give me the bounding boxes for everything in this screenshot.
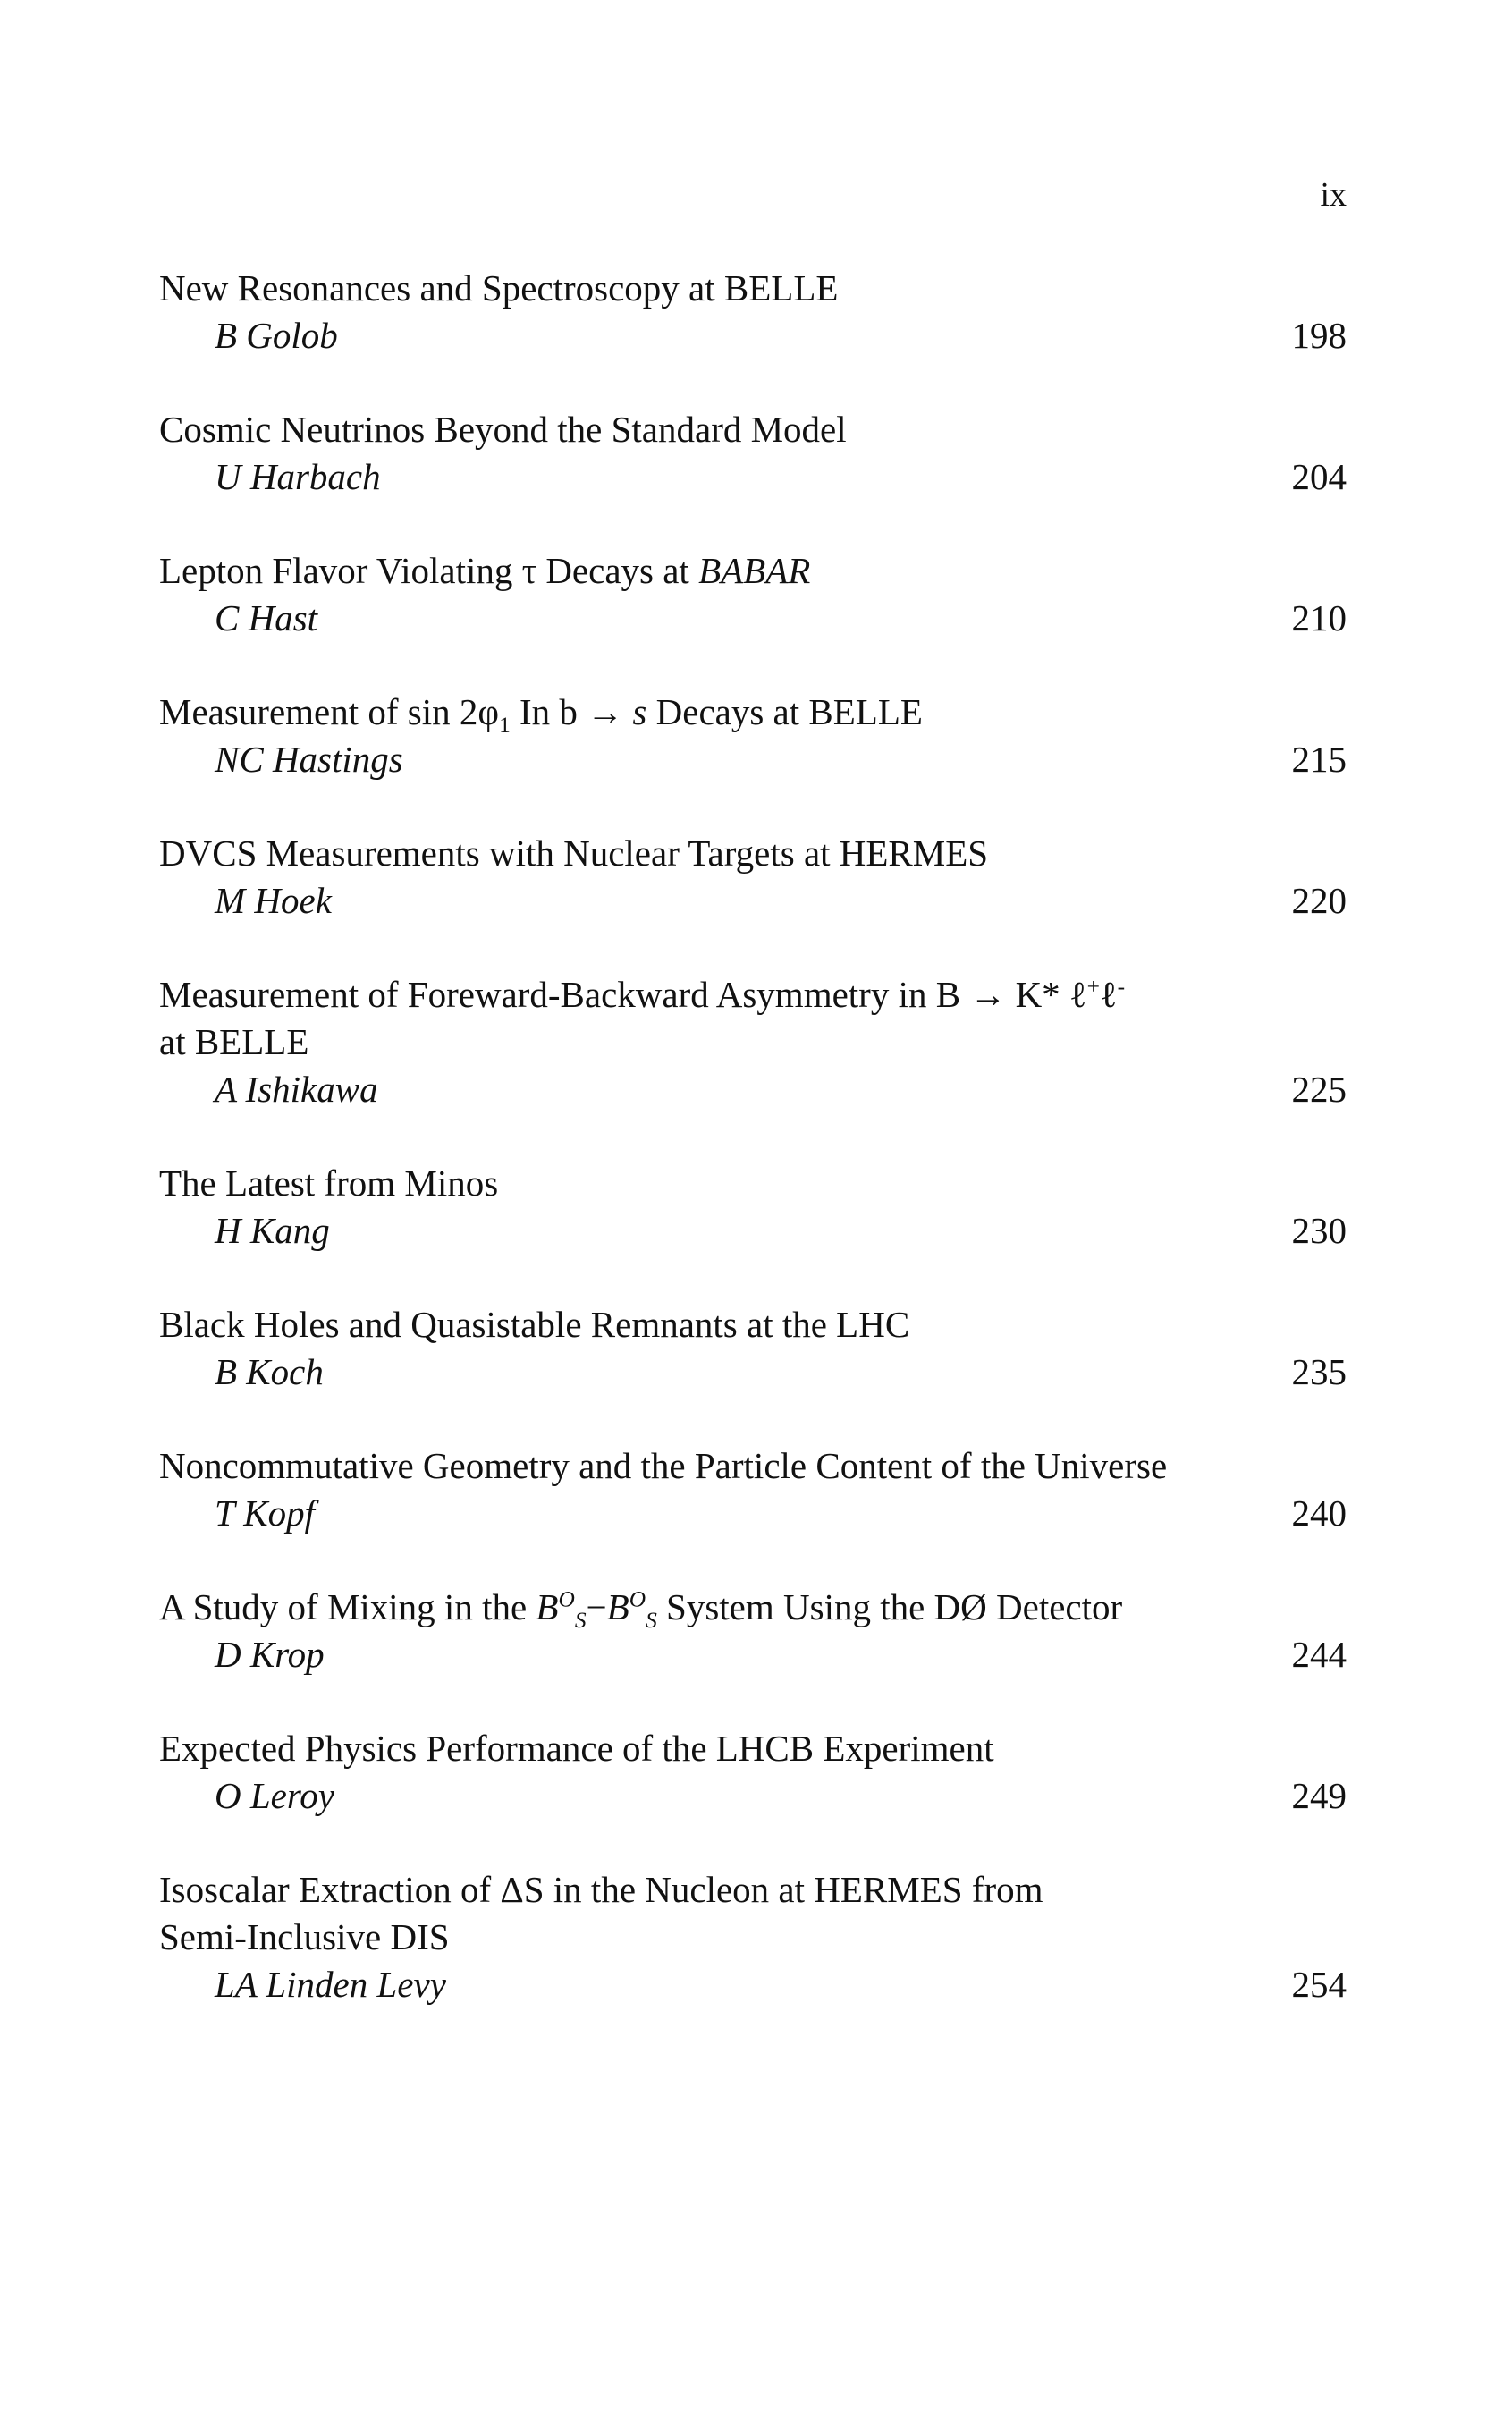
math-superscript: O	[629, 1586, 646, 1612]
entry-author: NC Hastings	[215, 739, 403, 780]
math-dash: −	[586, 1586, 607, 1627]
toc-entry	[159, 547, 1347, 642]
entry-page-number: 240	[1291, 1492, 1347, 1534]
entry-author: B Golob	[215, 315, 338, 356]
entry-title	[159, 1584, 1347, 1634]
entry-title-text: Measurement of Foreward-Backward Asymmetry in B → K* ℓ	[159, 974, 1087, 1015]
math-subscript: S	[646, 1608, 657, 1634]
entry-title-italic: s	[632, 691, 647, 732]
entry-title	[159, 689, 1347, 739]
entry-title-text: A Study of Mixing in the	[159, 1586, 536, 1627]
toc-entry	[159, 1866, 1347, 2008]
entry-author: U Harbach	[215, 456, 381, 497]
entry-title-text: System Using the DØ Detector	[656, 1586, 1123, 1627]
entry-title-subscript: 1	[499, 713, 511, 739]
entry-page-number: 254	[1291, 1964, 1347, 2005]
entry-page-number: 244	[1291, 1634, 1347, 1675]
entry-page-number: 220	[1291, 880, 1347, 921]
entry-title-italic: BABAR	[698, 550, 811, 591]
toc-entry	[159, 830, 1347, 925]
toc-entry	[159, 689, 1347, 783]
entry-title: The Latest from Minos	[159, 1162, 499, 1204]
entry-author: H Kang	[215, 1210, 330, 1251]
entry-title: New Resonances and Spectroscopy at BELLE	[159, 267, 839, 309]
entry-page-number: 249	[1291, 1775, 1347, 1816]
entry-title-superscript: -	[1117, 974, 1126, 1000]
entry-title-text: In b →	[510, 691, 633, 732]
entry-title: Expected Physics Performance of the LHCB Experiment	[159, 1728, 994, 1769]
math-symbol: B	[536, 1586, 559, 1627]
toc-entry	[159, 1725, 1347, 1820]
entry-author: B Koch	[215, 1351, 324, 1392]
entry-author: LA Linden Levy	[215, 1964, 446, 2005]
toc-entry	[159, 1442, 1347, 1537]
entry-title	[159, 971, 1347, 1019]
entry-title: Cosmic Neutrinos Beyond the Standard Model	[159, 409, 847, 450]
entry-author: M Hoek	[215, 880, 332, 921]
entry-title: DVCS Measurements with Nuclear Targets at HERMES	[159, 833, 989, 874]
entry-author: T Kopf	[215, 1492, 316, 1534]
entry-title: Noncommutative Geometry and the Particle Content of the Universe	[159, 1445, 1168, 1486]
toc-entry	[159, 1160, 1347, 1255]
entry-title-superscript: +	[1086, 974, 1100, 1000]
toc-entry	[159, 1301, 1347, 1396]
entry-author: O Leroy	[215, 1775, 334, 1816]
toc-entry	[159, 1584, 1347, 1678]
entry-title-text: Lepton Flavor Violating τ Decays at	[159, 550, 699, 591]
table-of-contents	[159, 265, 1347, 2055]
entry-title-continued: at BELLE	[159, 1021, 309, 1062]
entry-author: A Ishikawa	[215, 1069, 378, 1110]
page-number: ix	[1320, 176, 1347, 214]
entry-page-number: 230	[1291, 1210, 1347, 1251]
entry-page-number: 198	[1291, 315, 1347, 356]
math-subscript: S	[574, 1608, 587, 1634]
entry-title	[159, 547, 1347, 595]
entry-page-number: 204	[1291, 456, 1347, 497]
math-superscript: O	[558, 1586, 575, 1612]
toc-entry	[159, 971, 1347, 1113]
entry-author: C Hast	[215, 597, 318, 638]
entry-title: Black Holes and Quasistable Remnants at the LHC	[159, 1304, 910, 1345]
toc-entry	[159, 406, 1347, 501]
entry-title: Isoscalar Extraction of ΔS in the Nucleon at HERMES from	[159, 1869, 1043, 1910]
toc-entry	[159, 265, 1347, 359]
entry-page-number: 215	[1291, 739, 1347, 780]
entry-author: D Krop	[215, 1634, 325, 1675]
math-symbol: B	[606, 1586, 629, 1627]
entry-page-number: 235	[1291, 1351, 1347, 1392]
entry-title-continued: Semi-Inclusive DIS	[159, 1916, 450, 1957]
entry-title-text: ℓ	[1099, 974, 1118, 1015]
entry-page-number: 210	[1291, 597, 1347, 638]
entry-title-text: Decays at BELLE	[646, 691, 923, 732]
entry-page-number: 225	[1291, 1069, 1347, 1110]
entry-title-text: Measurement of sin 2φ	[159, 691, 500, 732]
